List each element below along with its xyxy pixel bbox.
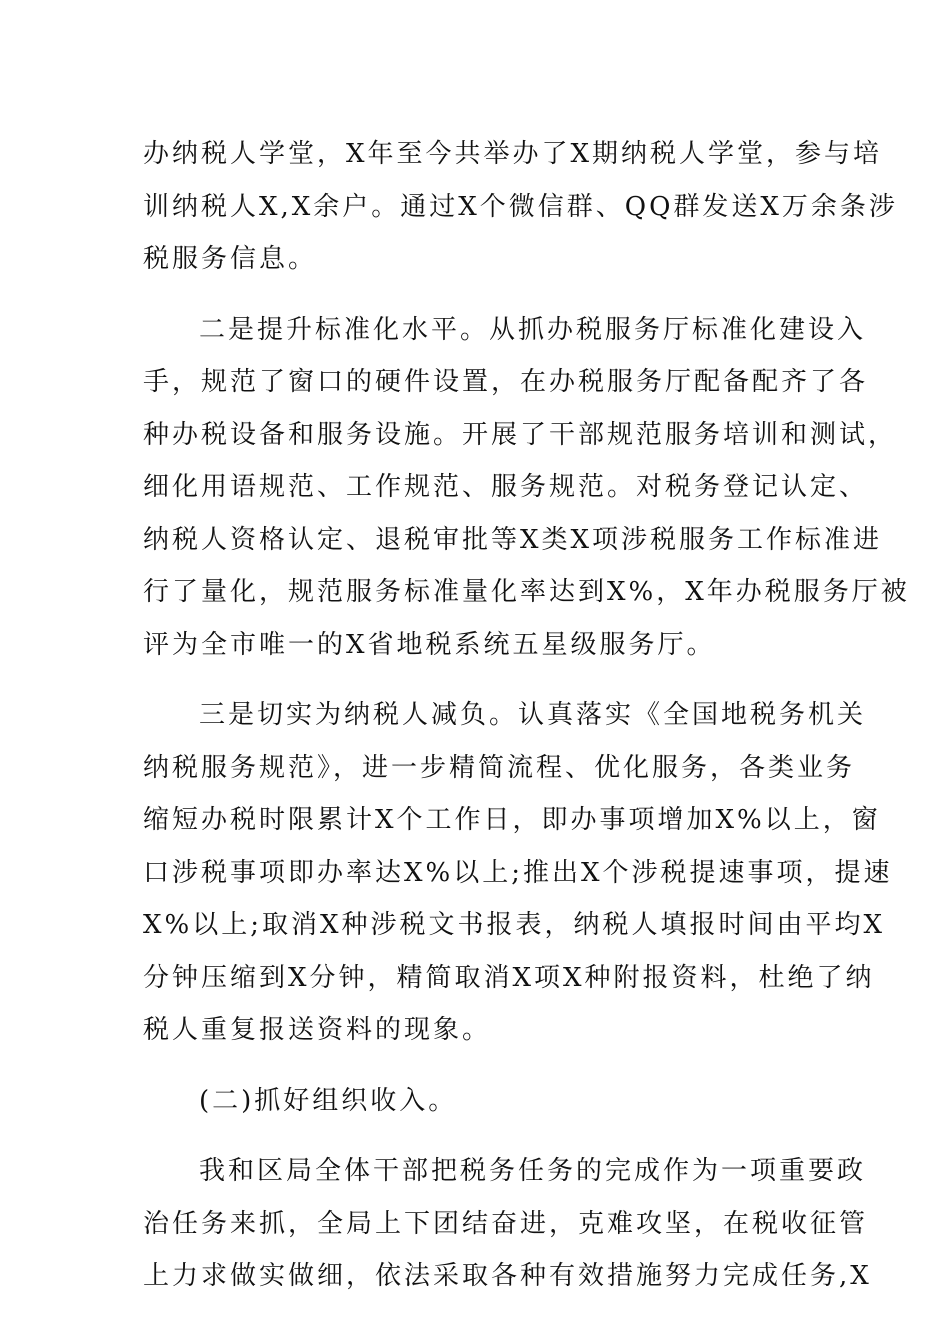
text-line: 治任务来抓，全局上下团结奋进，克难攻坚，在税收征管: [143, 1208, 869, 1239]
text-line: 口涉税事项即办率达X%以上;推出X个涉税提速事项，提速: [143, 857, 893, 888]
text-line: 办纳税人学堂，X年至今共举办了X期纳税人学堂，参与培: [143, 139, 883, 169]
section-heading-text: (二)抓好组织收入。: [199, 1085, 458, 1116]
text-line: 税服务信息。: [143, 244, 318, 274]
text-line: 二是提升标准化水平。从抓办税服务厅标准化建设入: [199, 314, 867, 345]
text-line: 分钟压缩到X分钟，精简取消X项X种附报资料，杜绝了纳: [143, 962, 875, 993]
text-line: 行了量化，规范服务标准量化率达到X%，X年办税服务厅被: [143, 577, 910, 607]
text-line: 我和区局全体干部把税务任务的完成作为一项重要政: [199, 1156, 867, 1186]
text-line: 缩短办税时限累计X个工作日，即办事项增加X%以上，窗: [143, 805, 881, 835]
paragraph-burden-reduction: [143, 689, 893, 1057]
text-line: 纳税人资格认定、退税审批等X类X项涉税服务工作标准进: [143, 524, 883, 555]
text-line: 评为全市唯一的X省地税系统五星级服务厅。: [143, 629, 716, 660]
section-heading: [143, 1075, 805, 1128]
text-line: 手，规范了窗口的硬件设置，在办税服务厅配备配齐了各: [143, 367, 869, 397]
text-line: 训纳税人X,X余户。通过X个微信群、QQ群发送X万余条涉: [143, 191, 898, 222]
text-line: 税人重复报送资料的现象。: [143, 1015, 492, 1045]
text-line: 上力求做实做细，依法采取各种有效措施努力完成任务,X: [143, 1261, 872, 1291]
text-line: 细化用语规范、工作规范、服务规范。对税务登记认定、: [143, 472, 869, 502]
paragraph-standardization: [143, 304, 910, 672]
document-body: [143, 128, 910, 1303]
text-line: 纳税服务规范》，进一步精简流程、优化服务，各类业务: [143, 752, 856, 783]
text-line: X%以上;取消X种涉税文书报表，纳税人填报时间由平均X: [143, 910, 885, 940]
text-line: 种办税设备和服务设施。开展了干部规范服务培训和测试，: [143, 419, 898, 450]
paragraph-continued: [143, 128, 898, 286]
text-line: 三是切实为纳税人减负。认真落实《全国地税务机关: [199, 700, 867, 730]
paragraph-revenue: [143, 1145, 872, 1303]
